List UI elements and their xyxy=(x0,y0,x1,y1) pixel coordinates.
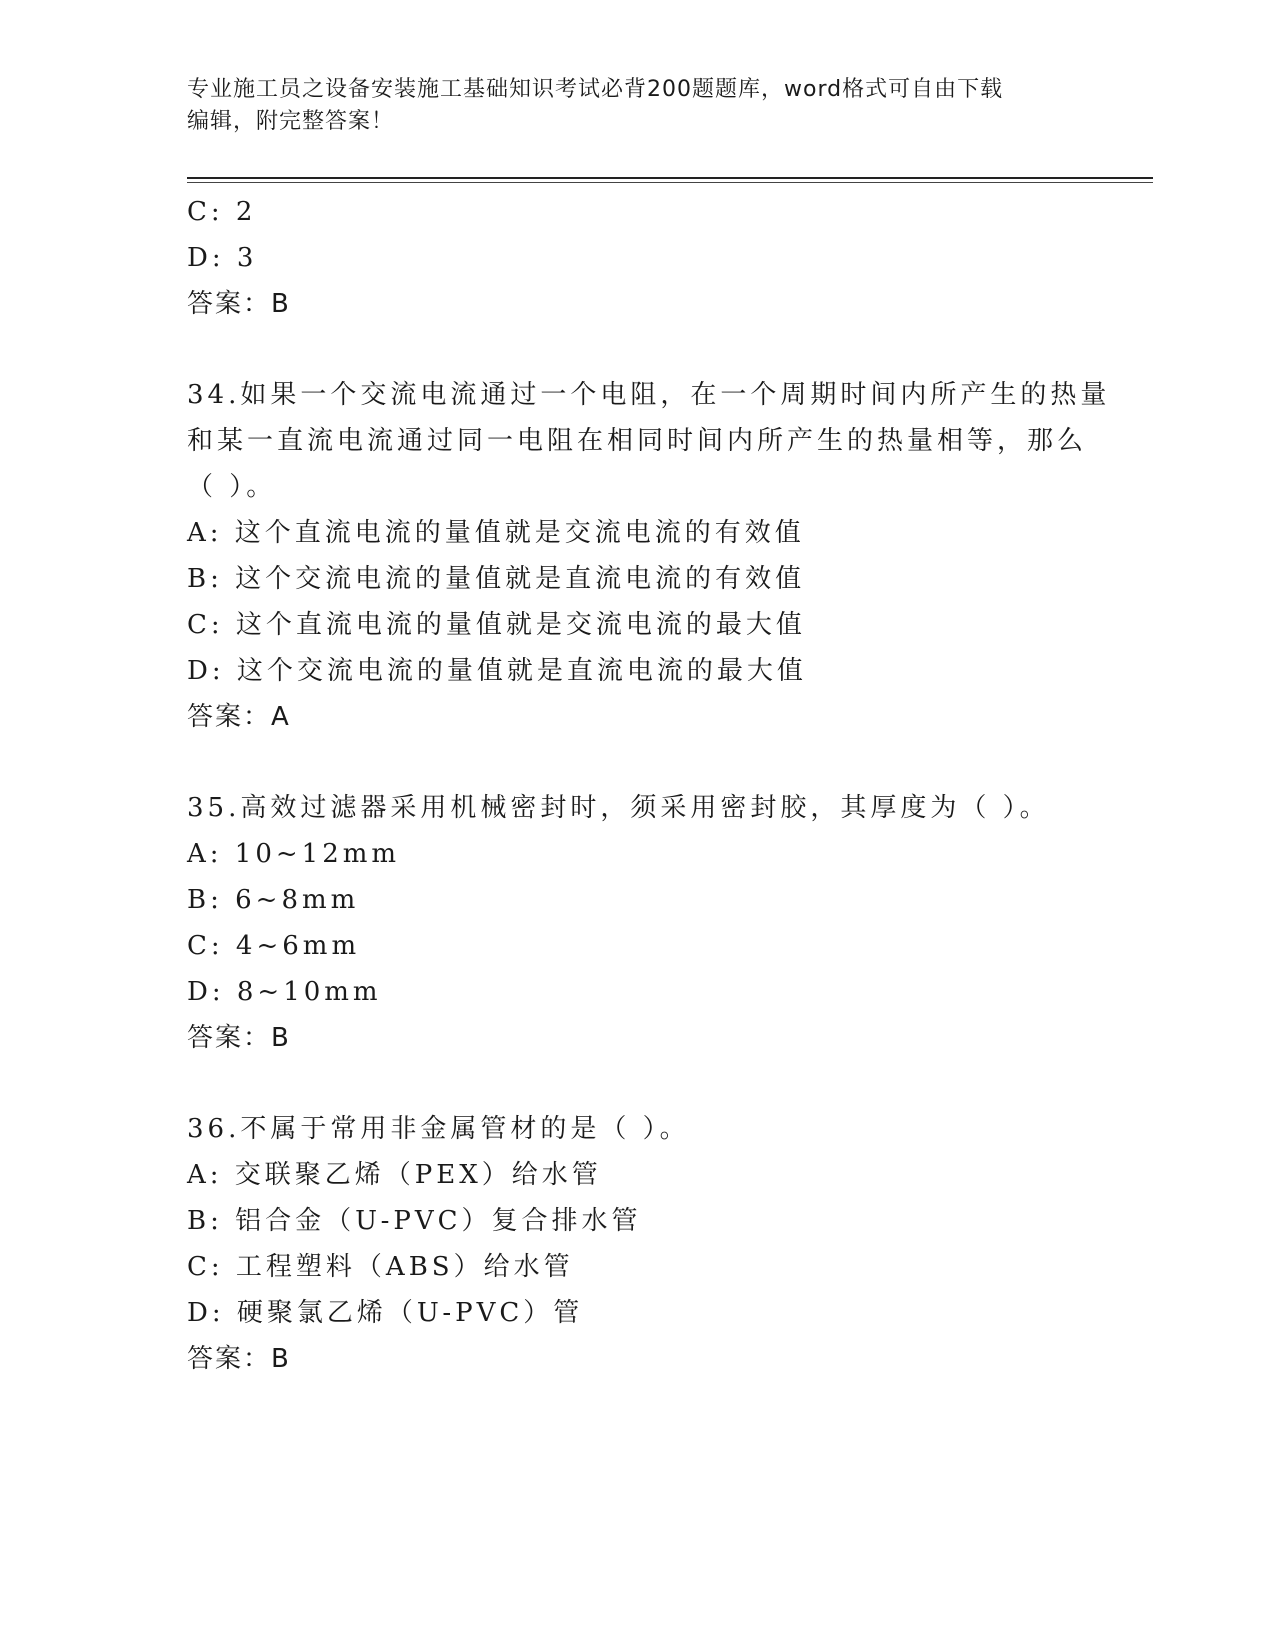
header-divider-thick xyxy=(187,177,1153,179)
question-36 xyxy=(187,1106,1087,1382)
option-d: D: 3 xyxy=(187,243,258,273)
option-d: D: 8~10mm xyxy=(187,977,382,1007)
option-d: D: 硬聚氯乙烯（U-PVC）管 xyxy=(187,1298,584,1328)
option-b: B: 这个交流电流的量值就是直流电流的有效值 xyxy=(187,564,806,594)
answer-line: 答案：B xyxy=(187,1344,291,1374)
question-stem-line: 和某一直流电流通过同一电阻在相同时间内所产生的热量相等，那么 xyxy=(187,426,1088,456)
answer-line: 答案：B xyxy=(187,1023,291,1053)
spacer xyxy=(187,327,1087,372)
header-divider-thin xyxy=(187,182,1153,183)
question-content xyxy=(187,189,1111,1382)
question-35 xyxy=(187,785,1087,1061)
option-b: B: 6~8mm xyxy=(187,885,360,915)
option-d: D: 这个交流电流的量值就是直流电流的最大值 xyxy=(187,656,807,686)
question-34 xyxy=(187,372,1111,740)
question-stem-line: 34.如果一个交流电流通过一个电阻，在一个周期时间内所产生的热量 xyxy=(187,380,1111,410)
option-a: A: 交联聚乙烯（PEX）给水管 xyxy=(187,1160,602,1190)
question-33-tail xyxy=(187,189,1087,327)
question-stem-line: （ ）。 xyxy=(187,472,277,502)
option-c: C: 2 xyxy=(187,197,257,227)
option-a: A: 10~12mm xyxy=(187,839,401,869)
option-c: C: 4~6mm xyxy=(187,931,361,961)
header-title-line-2: 编辑，附完整答案！ xyxy=(187,109,395,134)
option-b: B: 铝合金（U-PVC）复合排水管 xyxy=(187,1206,642,1236)
question-stem-line: 36.不属于常用非金属管材的是（ ）。 xyxy=(187,1114,690,1144)
header-title-line-1: 专业施工员之设备安装施工基础知识考试必背200题题库，word格式可自由下载 xyxy=(187,77,1004,102)
answer-line: 答案：A xyxy=(187,702,291,732)
spacer xyxy=(187,740,1087,785)
spacer xyxy=(187,1061,1087,1106)
page-header xyxy=(187,74,1087,138)
option-c: C: 这个直流电流的量值就是交流电流的最大值 xyxy=(187,610,806,640)
option-a: A: 这个直流电流的量值就是交流电流的有效值 xyxy=(187,518,805,548)
option-c: C: 工程塑料（ABS）给水管 xyxy=(187,1252,574,1282)
answer-line: 答案：B xyxy=(187,289,291,319)
question-stem-line: 35.高效过滤器采用机械密封时，须采用密封胶，其厚度为（ ）。 xyxy=(187,793,1050,823)
